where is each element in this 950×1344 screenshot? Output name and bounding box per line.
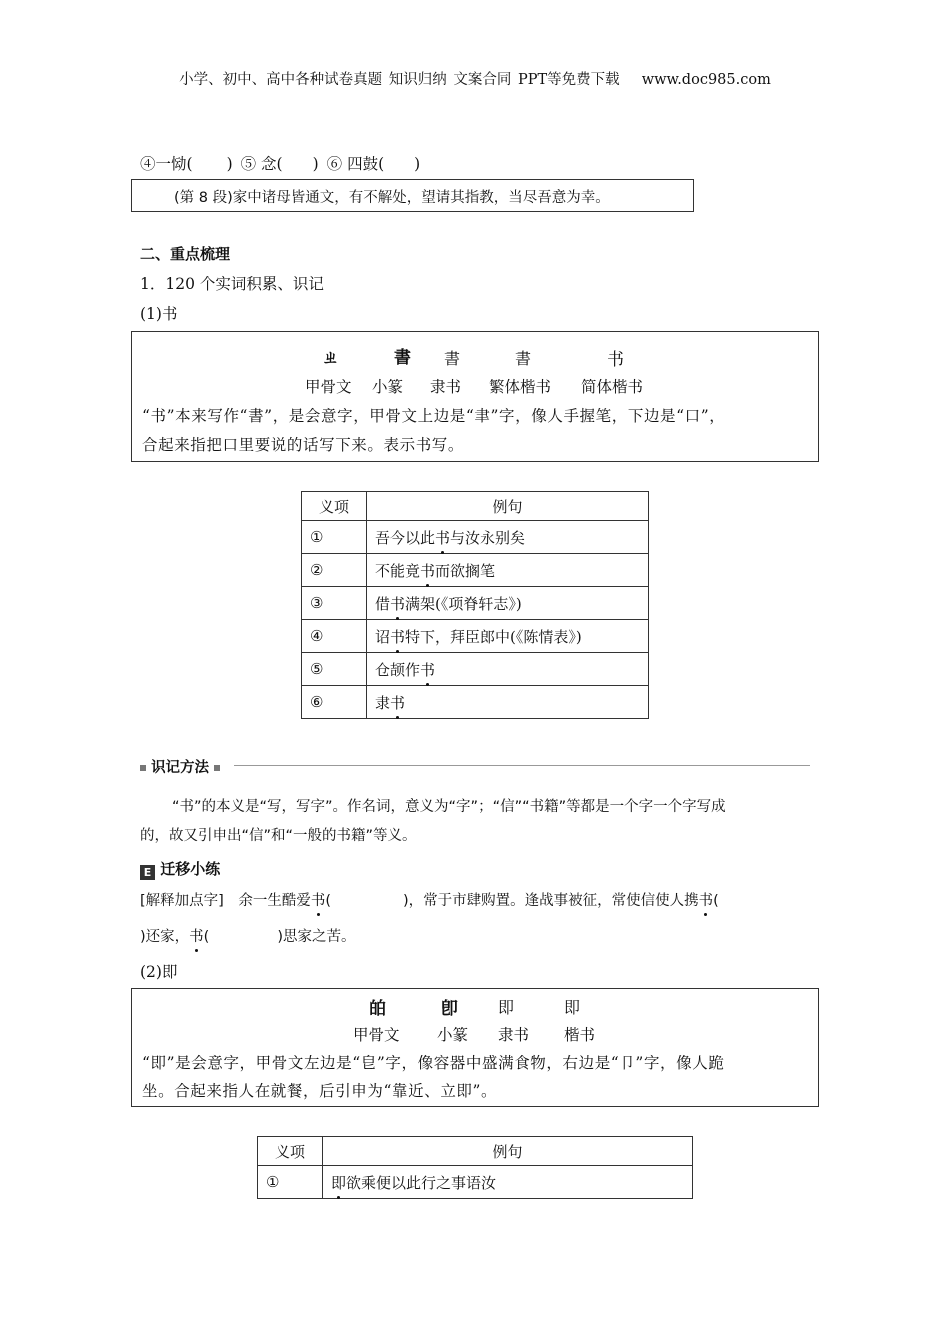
emphasized-char: 即 <box>331 1173 347 1192</box>
ji-script-name-seal: 小篆 <box>437 1026 469 1044</box>
header-text: 小学、初中、高中各种试卷真题 知识归纳 文案合同 PPT等免费下载 <box>179 72 620 88</box>
exercise-item-4: ④一恸( <box>140 155 193 173</box>
row-example: 仓颉作书 <box>367 653 649 686</box>
table-header-row <box>258 1137 693 1166</box>
emphasized-char: 书 <box>435 528 451 547</box>
emphasized-char: 书 <box>420 561 436 580</box>
practice-title: 迁移小练 <box>160 860 221 878</box>
shu-simple-glyph: 书 <box>607 350 624 370</box>
ji-oracle-glyph: 㿟 <box>369 999 386 1019</box>
method-line2: 的，故又引申出“信”和“一般的书籍”等义。 <box>140 828 417 844</box>
shu-etymology-box <box>131 331 819 462</box>
table-row <box>302 686 649 719</box>
practice-header <box>140 858 220 880</box>
table-header-row <box>302 492 649 521</box>
table-row <box>302 620 649 653</box>
header-url[interactable]: www.doc985.com <box>641 72 771 88</box>
exercise-item-4-close: ) <box>226 155 233 173</box>
row-number: ④ <box>302 620 367 653</box>
ji-definition-table <box>257 1136 693 1199</box>
emphasized-char: 书 <box>189 925 204 946</box>
table-header-meaning: 义项 <box>302 492 367 521</box>
shu-label: (1)书 <box>140 305 178 323</box>
square-bullet-icon <box>140 765 146 771</box>
shu-explanation-line1: “书”本来写作“書”，是会意字，甲骨文上边是“聿”字，像人手握笔，下边是“口”， <box>142 407 726 425</box>
shu-script-name-kai-trad: 繁体楷书 <box>489 378 552 396</box>
shu-script-name-simple: 简体楷书 <box>581 378 644 396</box>
ji-label: (2)即 <box>140 963 178 981</box>
practice-line2: )还家，书( )思家之苦。 <box>140 925 356 946</box>
emphasized-char: 书 <box>390 594 406 613</box>
table-row <box>302 653 649 686</box>
method-divider <box>234 765 810 766</box>
ji-clerical-glyph: 即 <box>498 998 515 1017</box>
table-row <box>302 554 649 587</box>
practice-line1: [解释加点字] 余一生酷爱书( )，常于市肆购置。逢战事被征，常使信使人携书( <box>140 889 719 910</box>
ji-seal-glyph: 卽 <box>441 999 458 1019</box>
shu-script-name-seal: 小篆 <box>372 378 404 396</box>
row-number: ⑤ <box>302 653 367 686</box>
ji-etymology-box <box>131 988 819 1107</box>
row-example: 即欲乘便以此行之事语汝 <box>323 1166 693 1199</box>
row-number: ⑥ <box>302 686 367 719</box>
row-example: 诏书特下，拜臣郎中(《陈情表》) <box>367 620 649 653</box>
emphasized-char: 书 <box>699 889 714 910</box>
table-row <box>258 1166 693 1199</box>
square-bullet-icon <box>214 765 220 771</box>
shu-clerical-glyph: 書 <box>444 349 461 368</box>
ji-explanation-line1: “即”是会意字，甲骨文左边是“皀”字，像容器中盛满食物，右边是“卩”字，像人跪 <box>142 1054 725 1072</box>
shu-explanation-line2: 合起来指把口里要说的话写下来。表示书写。 <box>142 436 465 454</box>
row-example: 隶书 <box>367 686 649 719</box>
ji-script-name-kai: 楷书 <box>564 1026 596 1044</box>
table-header-example: 例句 <box>367 492 649 521</box>
shu-script-name-clerical: 隶书 <box>430 378 462 396</box>
row-example: 借书满架(《项脊轩志》) <box>367 587 649 620</box>
passage-box <box>131 179 694 212</box>
row-number: ② <box>302 554 367 587</box>
exercise-item-6-close: ) <box>414 155 421 173</box>
ji-explanation-line2: 坐。合起来指人在就餐，后引申为“靠近、立即”。 <box>142 1082 498 1100</box>
table-row <box>302 587 649 620</box>
page-header <box>0 68 950 89</box>
table-header-meaning: 义项 <box>258 1137 323 1166</box>
shu-definition-table <box>301 491 649 719</box>
section-title: 二、重点梳理 <box>140 245 231 263</box>
emphasized-char: 书 <box>390 693 406 712</box>
method-header <box>140 756 220 777</box>
exercise-item-6: ⑥ 四鼓( <box>326 155 385 173</box>
passage-text: (第 8 段)家中诸母皆通文，有不解处，望请其指教，当尽吾意为幸。 <box>174 190 610 206</box>
shu-script-name-oracle: 甲骨文 <box>305 378 352 396</box>
ji-script-name-clerical: 隶书 <box>498 1026 530 1044</box>
exercise-item-5: ⑤ 念( <box>240 155 283 173</box>
method-title: 识记方法 <box>151 760 210 776</box>
row-example: 吾今以此书与汝永别矣 <box>367 521 649 554</box>
emphasized-char: 书 <box>390 627 406 646</box>
emphasized-char: 书 <box>420 660 436 679</box>
row-number: ③ <box>302 587 367 620</box>
exercise-line <box>140 152 420 174</box>
shu-kai-trad-glyph: 書 <box>515 349 532 368</box>
table-row <box>302 521 649 554</box>
table-header-example: 例句 <box>323 1137 693 1166</box>
exercise-item-5-close: ) <box>312 155 319 173</box>
row-example: 不能竟书而欲搁笔 <box>367 554 649 587</box>
shu-seal-glyph: 書 <box>394 348 411 368</box>
practice-icon: E <box>140 865 155 880</box>
emphasized-char: 书 <box>311 889 326 910</box>
section-subtitle: 1．120 个实词积累、识记 <box>140 275 324 293</box>
row-number: ① <box>258 1166 323 1199</box>
method-line1: “书”的本义是“写，写字”。作名词，意义为“字”；“信”“书籍”等都是一个字一个字写成 <box>172 799 726 815</box>
ji-kai-glyph: 即 <box>564 998 581 1017</box>
ji-script-name-oracle: 甲骨文 <box>353 1026 400 1044</box>
row-number: ① <box>302 521 367 554</box>
shu-oracle-glyph: ㄓ <box>322 348 339 368</box>
